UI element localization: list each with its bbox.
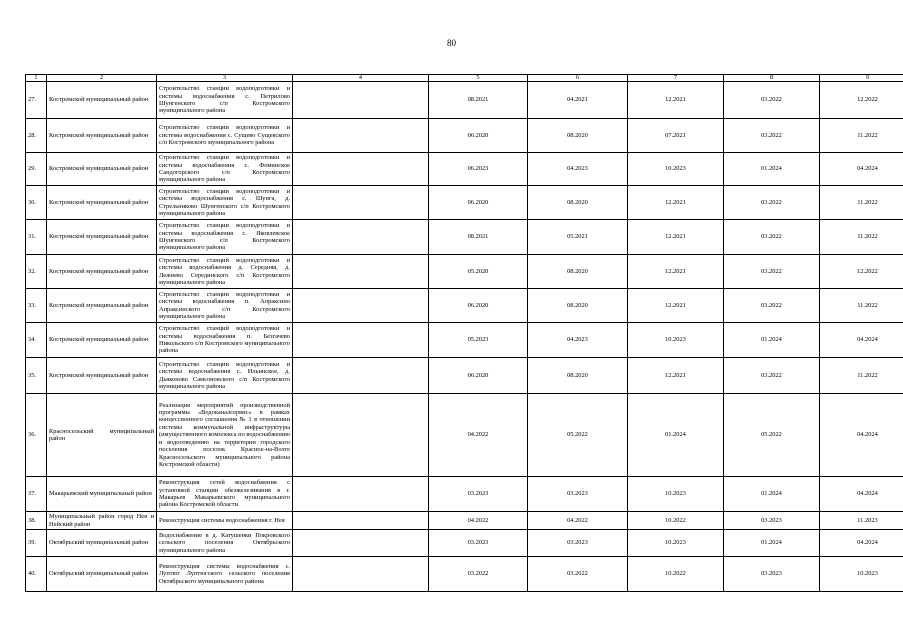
date-cell: 03.2023	[724, 557, 820, 592]
date-cell: 12.2021	[628, 255, 724, 289]
description-cell: Строительство станций водоподготовки и системы водоснабжения п. Безгачево Никольского с/п Костромского муниципального района	[157, 323, 293, 358]
description-cell: Водоснабжение в д. Катушенки Покровского сельского поселения Октябрьского муниципального района	[157, 530, 293, 557]
date-cell: 06.2023	[429, 153, 528, 186]
date-cell: 04.2024	[820, 530, 903, 557]
table-row	[26, 512, 903, 530]
column-header: 9	[820, 75, 903, 82]
date-cell: 05.2021	[528, 220, 628, 255]
date-cell: 03.2022	[724, 186, 820, 220]
date-cell: 10.2022	[628, 557, 724, 592]
date-cell: 12.2021	[628, 186, 724, 220]
district-cell: Октябрьский муниципальный район	[47, 530, 157, 557]
date-cell: 11.2022	[820, 220, 903, 255]
column-header: 8	[724, 75, 820, 82]
date-cell: 12.2021	[628, 289, 724, 323]
header-row	[26, 75, 903, 82]
date-cell: 06.2020	[429, 186, 528, 220]
column-4-cell	[293, 289, 429, 323]
date-cell: 01.2024	[724, 153, 820, 186]
date-cell: 01.2024	[628, 394, 724, 477]
column-header: 7	[628, 75, 724, 82]
district-cell: Костромской муниципальный район	[47, 220, 157, 255]
column-4-cell	[293, 82, 429, 119]
date-cell: 05.2022	[528, 394, 628, 477]
date-cell: 08.2020	[528, 119, 628, 153]
date-cell: 04.2024	[820, 323, 903, 358]
date-cell: 01.2024	[724, 477, 820, 512]
date-cell: 10.2023	[628, 477, 724, 512]
date-cell: 04.2021	[528, 82, 628, 119]
date-cell: 08.2021	[429, 220, 528, 255]
date-cell: 05.2022	[724, 394, 820, 477]
date-cell: 11.2022	[820, 186, 903, 220]
row-number: 32.	[26, 255, 47, 289]
date-cell: 11.2022	[820, 119, 903, 153]
date-cell: 04.2024	[820, 477, 903, 512]
date-cell: 08.2021	[429, 82, 528, 119]
date-cell: 03.2023	[528, 477, 628, 512]
district-cell: Октябрьский муниципальный район	[47, 557, 157, 592]
table-row	[26, 323, 903, 358]
district-cell: Костромской муниципальный район	[47, 82, 157, 119]
column-4-cell	[293, 119, 429, 153]
date-cell: 04.2022	[528, 512, 628, 530]
page-number: 80	[447, 38, 456, 48]
date-cell: 08.2020	[528, 289, 628, 323]
column-4-cell	[293, 153, 429, 186]
description-cell: Строительство станций водоподготовки и системы водоснабжения д. Середняя, д. Лежнево Серединского с/п Костромского муниципального района	[157, 255, 293, 289]
row-number: 33.	[26, 289, 47, 323]
date-cell: 05.2020	[429, 255, 528, 289]
date-cell: 04.2024	[820, 153, 903, 186]
description-cell: Строительство станции водоподготовки и системы водоснабжения с. Сущево Сущевского с/п Костромского муниципального района	[157, 119, 293, 153]
date-cell: 12.2022	[820, 82, 903, 119]
district-cell: Костромской муниципальный район	[47, 153, 157, 186]
district-cell: Костромской муниципальный район	[47, 289, 157, 323]
table-row	[26, 186, 903, 220]
date-cell: 11.2023	[820, 512, 903, 530]
row-number: 35.	[26, 358, 47, 394]
date-cell: 05.2023	[429, 323, 528, 358]
table-row	[26, 82, 903, 119]
row-number: 31.	[26, 220, 47, 255]
district-cell: Макарьевский муниципальный район	[47, 477, 157, 512]
date-cell: 10.2023	[628, 530, 724, 557]
date-cell: 04.2022	[429, 512, 528, 530]
date-cell: 03.2022	[724, 119, 820, 153]
column-4-cell	[293, 255, 429, 289]
table-row	[26, 220, 903, 255]
column-header: 3	[157, 75, 293, 82]
date-cell: 03.2022	[724, 220, 820, 255]
date-cell: 11.2022	[820, 358, 903, 394]
date-cell: 10.2022	[628, 512, 724, 530]
date-cell: 03.2022	[724, 289, 820, 323]
date-cell: 12.2021	[628, 82, 724, 119]
date-cell: 06.2020	[429, 119, 528, 153]
date-cell: 06.2020	[429, 358, 528, 394]
date-cell: 08.2020	[528, 358, 628, 394]
date-cell: 06.2020	[429, 289, 528, 323]
date-cell: 12.2022	[820, 255, 903, 289]
column-header: 2	[47, 75, 157, 82]
district-cell: Муниципальный район город Нея и Нейский район	[47, 512, 157, 530]
column-4-cell	[293, 530, 429, 557]
date-cell: 04.2022	[429, 394, 528, 477]
date-cell: 03.2022	[724, 255, 820, 289]
date-cell: 08.2020	[528, 255, 628, 289]
date-cell: 01.2024	[724, 323, 820, 358]
description-cell: Строительство станции водоподготовки и системы водоснабжения с. Фоминское Сандогорского с/п Костромского муниципального района	[157, 153, 293, 186]
date-cell: 03.2022	[724, 358, 820, 394]
table-row	[26, 289, 903, 323]
table-row	[26, 255, 903, 289]
date-cell: 10.2023	[628, 323, 724, 358]
date-cell: 03.2023	[429, 477, 528, 512]
row-number: 36.	[26, 394, 47, 477]
description-cell: Строительство станции водоподготовки и системы водоснабжения с. Петрилово Шунгенского с/п Костромского муниципального района	[157, 82, 293, 119]
date-cell: 07.2021	[628, 119, 724, 153]
row-number: 28.	[26, 119, 47, 153]
row-number: 27.	[26, 82, 47, 119]
schedule-table	[25, 74, 903, 592]
column-header: 1	[26, 75, 47, 82]
column-header: 5	[429, 75, 528, 82]
table-row	[26, 394, 903, 477]
date-cell: 11.2022	[820, 289, 903, 323]
description-cell: Строительство станции водоподготовки и системы водоснабжения с. Яковлевское Шунгенского с/п Костромского муниципального района	[157, 220, 293, 255]
column-4-cell	[293, 557, 429, 592]
row-number: 30.	[26, 186, 47, 220]
row-number: 29.	[26, 153, 47, 186]
date-cell: 01.2024	[724, 530, 820, 557]
date-cell: 03.2023	[528, 530, 628, 557]
description-cell: Реализация мероприятий производственной программы «Водоканалсервис» в рамках концессионного соглашения № 1 в отношении системы коммунальной инфраструктуры (имущественного комплекса по водоснабжению и водоотведению на территории городского поселения поселок Красное-на-Волге Красносельского муниципального района Костромской области)	[157, 394, 293, 477]
description-cell: Строительство станции водоподготовки и системы водоснабжения с. Шунга, д. Стрельниково Шунгенского с/п Костромского муниципального района	[157, 186, 293, 220]
column-4-cell	[293, 512, 429, 530]
date-cell: 04.2023	[528, 323, 628, 358]
district-cell: Костромской муниципальный район	[47, 255, 157, 289]
row-number: 38.	[26, 512, 47, 530]
date-cell: 12.2021	[628, 220, 724, 255]
date-cell: 03.2022	[429, 557, 528, 592]
date-cell: 03.2023	[724, 512, 820, 530]
column-4-cell	[293, 477, 429, 512]
row-number: 40.	[26, 557, 47, 592]
column-4-cell	[293, 323, 429, 358]
row-number: 34.	[26, 323, 47, 358]
date-cell: 08.2020	[528, 186, 628, 220]
date-cell: 03.2022	[724, 82, 820, 119]
date-cell: 03.2022	[528, 557, 628, 592]
district-cell: Костромской муниципальный район	[47, 186, 157, 220]
column-header: 4	[293, 75, 429, 82]
date-cell: 10.2023	[820, 557, 903, 592]
table-row	[26, 119, 903, 153]
description-cell: Строительство станции водоподготовки и системы водоснабжения с. Ильинское, д. Дьяконово Самсоновского с/п Костромского муниципального района	[157, 358, 293, 394]
district-cell: Красносельский муниципальный район	[47, 394, 157, 477]
table-row	[26, 477, 903, 512]
row-number: 39.	[26, 530, 47, 557]
column-4-cell	[293, 394, 429, 477]
district-cell: Костромской муниципальный район	[47, 358, 157, 394]
column-header: 6	[528, 75, 628, 82]
table-row	[26, 557, 903, 592]
column-4-cell	[293, 358, 429, 394]
district-cell: Костромской муниципальный район	[47, 323, 157, 358]
table-row	[26, 153, 903, 186]
description-cell: Строительство станции водоподготовки и системы водоснабжения п. Апраксино Апраксинского с/п Костромского муниципального района	[157, 289, 293, 323]
description-cell: Реконструкция системы водоснабжения с. Луптюг Луптюгского сельского поселения Октябрьского муниципального района	[157, 557, 293, 592]
description-cell: Реконструкция системы водоснабжения г. Нея	[157, 512, 293, 530]
column-4-cell	[293, 220, 429, 255]
column-4-cell	[293, 186, 429, 220]
table-row	[26, 530, 903, 557]
date-cell: 10.2023	[628, 153, 724, 186]
date-cell: 04.2023	[528, 153, 628, 186]
table-row	[26, 358, 903, 394]
date-cell: 04.2024	[820, 394, 903, 477]
row-number: 37.	[26, 477, 47, 512]
district-cell: Костромской муниципальный район	[47, 119, 157, 153]
date-cell: 03.2023	[429, 530, 528, 557]
description-cell: Реконструкция сетей водоснабжения с установкой станции обезжелезивания в г. Макарьев Макарьевского муниципального района Костромской области	[157, 477, 293, 512]
date-cell: 12.2021	[628, 358, 724, 394]
